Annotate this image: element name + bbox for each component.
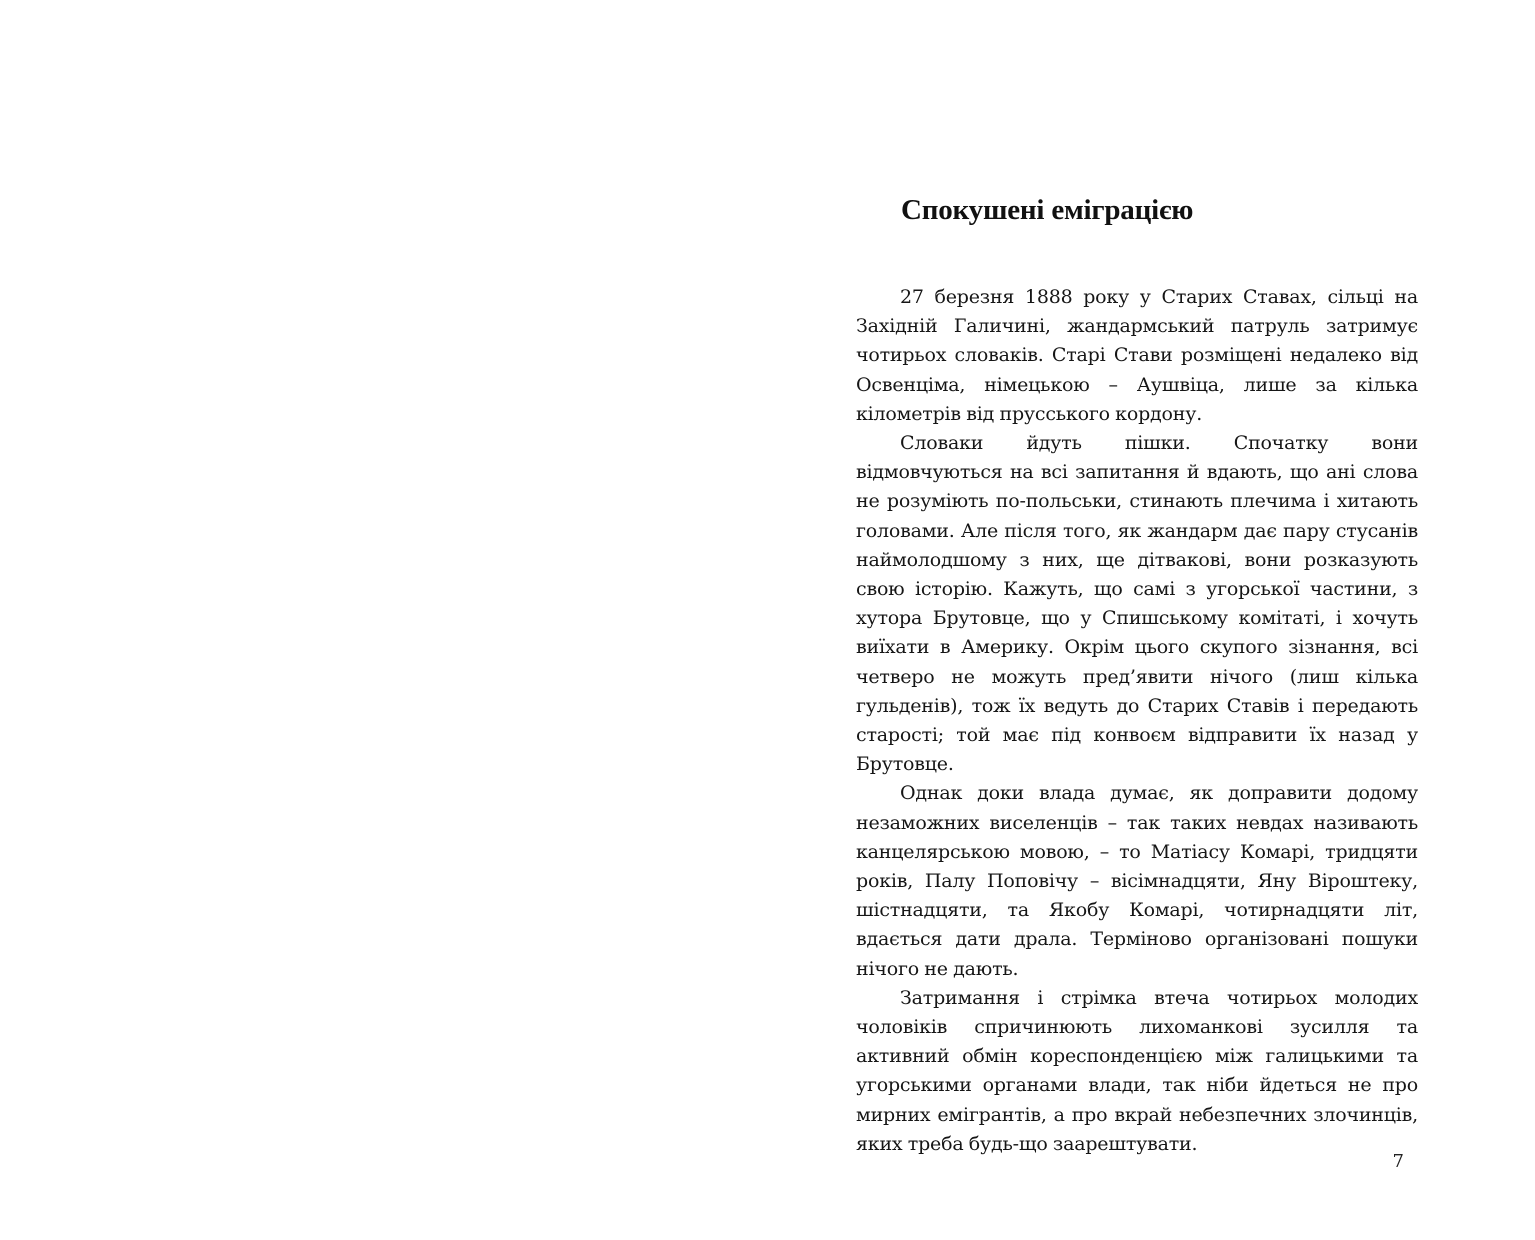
paragraph-1: 27 березня 1888 року у Старих Ставах, сільці на Західній Галичині, жандармський патруль затримує чотирьох словаків. Старі Стави розміщені недалеко від Освенціма, німецькою – Аушвіца, лише за кілька кілометрів від прусського кордону.: [856, 286, 1418, 425]
chapter-body: [856, 283, 1418, 1159]
paragraph-4: Затримання і стрімка втеча чотирьох молодих чоловіків спричинюють лихоманкові зусилля та активний обмін кореспонденцією між галицькими та угорськими органами влади, так ніби йдеться не про мирних емігрантів, а про вкрай небезпечних злочинців, яких треба будь-що заарештувати.: [856, 986, 1418, 1155]
right-page: [856, 0, 1418, 1240]
page-number: 7: [1392, 1151, 1404, 1172]
paragraph-2: Словаки йдуть пішки. Спочатку вони відмовчуються на всі запитання й вдають, що ані слова не розуміють по-польськи, стинають плечима і хитають головами. Але після того, як жандарм дає пару стусанів наймолодшому з них, ще дітвакові, вони розказують свою історію. Кажуть, що самі з угорської частини, з хутора Брутовце, що у Спишському комітаті, і хочуть виїхати в Америку. Окрім цього скупого зізнання, всі четверо не можуть пред’явити нічого (лиш кілька гульденів), тож їх ведуть до Старих Ставів і передають старості; той має під конвоєм відправити їх назад у Брутовце.: [856, 432, 1418, 776]
paragraph-3: Однак доки влада думає, як доправити додому незаможних виселенців – так таких невдах називають канцелярською мовою, – то Матіасу Комарі, тридцяти років, Палу Поповічу – вісімнадцяти, Яну Віроштеку, шістнадцяти, та Якобу Комарі, чотирнадцяти літ, вдається дати драла. Терміново організовані пошуки нічого не дають.: [856, 782, 1418, 980]
chapter-title: Спокушені еміграцією: [901, 194, 1194, 226]
